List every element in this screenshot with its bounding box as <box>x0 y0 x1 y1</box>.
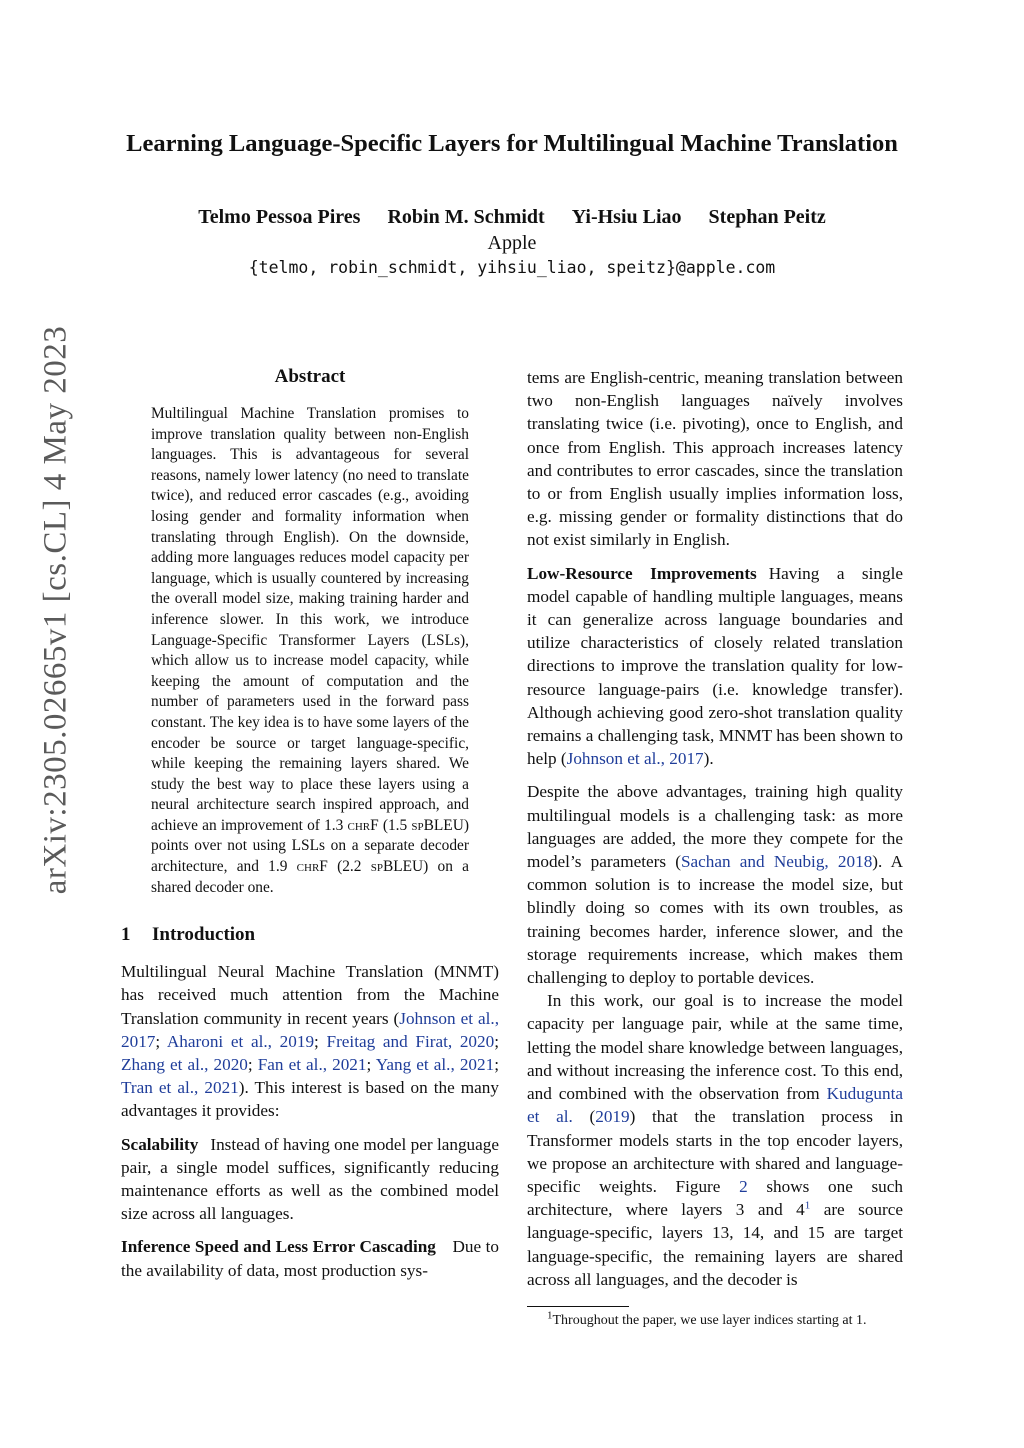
citation-year-link[interactable]: 2019 <box>595 1107 630 1127</box>
citation-link[interactable]: Freitag and Firat, 2020 <box>326 1031 495 1051</box>
citation-link[interactable]: Johnson et al., 2017 <box>121 1008 499 1051</box>
paragraph-text: Due to the availability of data, most production sys- <box>121 1237 499 1280</box>
footnote-divider <box>527 1306 629 1307</box>
abstract-text: points over not using LSLs on a separate decoder architecture, and 1.9 <box>151 837 469 876</box>
arxiv-sidebar <box>37 180 74 1040</box>
abstract-text: (2.2 <box>337 858 362 876</box>
runin-heading: Scalability <box>121 1134 199 1154</box>
paragraph-text: shows one such architecture, where layers 3 and 4 <box>527 1176 903 1220</box>
paragraph-text: that the translation process in Transformer models starts in the top encoder layers, we propose an architecture with shared and language-specific weights. Figure <box>527 1107 903 1196</box>
inference-paragraph-continued: tems are English-centric, meaning translation between two non-English languages naïvely involves translating twice (i.e. pivoting), once to English, and once from English. This approach increases latency and contributes to error cascades, since the translation to or from English usually implies information loss, e.g. missing gender or formality distinctions that do not exist similarly in English. <box>527 368 903 550</box>
author-emails: {telmo, robin_schmidt, yihsiu_liao, speitz}@apple.com <box>248 258 776 277</box>
abstract-text: Multilingual Machine Translation promises to improve translation quality between non-English languages. This is advantageous for several reasons, namely lower latency (no need to translate twice), and reduced error cascades (e.g., avoiding losing gender and formality information when translating through English). On the downside, adding more languages reduces model capacity per language, which is usually countered by increasing the overall model size, making training harder and inference slower. In this work, we introduce Language-Specific Transformer Layers (LSLs), which allow us to increase model capacity, while keeping the amount of computation and the number of parameters used in the forward pass constant. The key idea is to have some layers of the encoder be source or target language-specific, while keeping the remaining layers shared. We study the best way to place these layers using a neural architecture search inspired approach, and achieve an improvement of 1.3 <box>151 405 469 834</box>
citation-link[interactable]: Aharoni et al., 2019 <box>166 1031 315 1051</box>
paragraph-text: In this work, our goal is to increase the model capacity per language pair, while at the same time, letting the model share knowledge between languages, and without increasing the inference cost. To this end, and combined with the observation from <box>527 991 903 1104</box>
author-list <box>0 206 1024 229</box>
paragraph-text: Despite the above advantages, training high quality multilingual models is a challenging task: as more languages are added, the more they compete for the model’s parameters ( <box>527 782 903 872</box>
citation-link[interactable]: Kudugunta et al. <box>527 1084 904 1127</box>
inference-paragraph <box>121 1235 499 1281</box>
author-name: Robin M. Schmidt <box>387 206 545 228</box>
paragraph-text: Instead of having one model per language pair, a single model suffices, significantly reducing maintenance efforts as well as the combined model size across all languages. <box>121 1134 499 1224</box>
low-resource-paragraph <box>527 562 903 771</box>
paragraph-text: ). A common solution is to increase the model size, but blindly doing so comes with its own troubles, as training becomes harder, inference slower, and the storage requirements increase, which makes them challenging to deploy to portable devices. <box>527 852 903 988</box>
intro-paragraph: Multilingual Neural Machine Translation (MNMT) has received much attention from the Machine Translation community in recent years (Johnson et al., 2017; Aharoni et al., 2019; Freitag and Firat, 2020; Zhang et al., 2020; Fan et al., 2021; Yang et al., 2021; Tran et al., 2021). This interest is based on the many advantages it provides: <box>121 962 499 1121</box>
challenges-paragraph <box>527 780 903 989</box>
footnote-number: 1 <box>547 1309 553 1322</box>
footnote-text: Throughout the paper, we use layer indices starting at 1. <box>552 1313 867 1328</box>
author-name: Telmo Pessoa Pires <box>198 206 361 228</box>
paragraph-text: ). <box>703 749 714 769</box>
abstract-heading: Abstract <box>274 366 346 387</box>
abstract-text: ) on a shared decoder one. <box>151 858 469 896</box>
citation-link[interactable]: Zhang et al., 2020 <box>121 1055 248 1075</box>
arxiv-identifier: arXiv:2305.02665v1 [cs.CL] 4 May 2023 <box>37 325 74 895</box>
paragraph-text: Multilingual Neural Machine Translation (MNMT) has received much attention from the Machine Translation community in recent years ( <box>121 962 499 1028</box>
abstract-body: Multilingual Machine Translation promises to improve translation quality between non-English languages. This is advantageous for several reasons, namely lower latency (no need to translate twice), and reduced error cascades (e.g., avoiding losing gender and formality information when translating through English). On the downside, adding more languages reduces model capacity per language, which is usually countered by increasing the overall model size, making training harder and inference slower. In this work, we introduce Language-Specific Transformer Layers (LSLs), which allow us to increase model capacity, while keeping the amount of computation and the number of parameters used in the forward pass constant. The key idea is to have some layers of the encoder be source or target language-specific, while keeping the remaining layers shared. We study the best way to place these layers using a neural architecture search inspired approach, and achieve an improvement of 1.3 chrF (1.5 spBLEU) points over not using LSLs on a separate decoder architecture, and 1.9 chrF (2.2 spBLEU) on a shared decoder one. <box>151 405 469 896</box>
paper-title: Learning Language-Specific Layers for Multilingual Machine Translation <box>126 130 898 157</box>
affiliation: Apple <box>487 232 537 254</box>
abstract-text: (1.5 <box>382 816 408 834</box>
runin-heading: Low-Resource Improvements <box>527 563 757 583</box>
chrf-metric: chrF <box>296 858 328 876</box>
chrf-metric: chrF <box>347 816 379 834</box>
section-title: Introduction <box>152 924 256 946</box>
paragraph-text: are source language-specific, layers 13, 14, and 15 are target language-specific, the remaining layers are shared across all languages, and the decoder is <box>527 1200 904 1289</box>
runin-heading: Inference Speed and Less Error Cascading <box>121 1237 436 1257</box>
left-column <box>121 366 499 1282</box>
citation-link[interactable]: Yang et al., 2021 <box>375 1055 495 1075</box>
footnote-marker-link[interactable]: 1 <box>804 1199 811 1212</box>
scalability-paragraph <box>121 1133 499 1226</box>
paragraph-text: Having a single model capable of handling multiple languages, means it can generalize across language boundaries and utilize characteristics of closely related translation directions to improve the translation quality for low-resource language-pairs (i.e. knowledge transfer). Although achieving good zero-shot translation quality remains a challenging task, MNMT has been shown to help ( <box>527 563 903 769</box>
spbleu-metric: spBLEU <box>370 858 424 876</box>
author-name: Yi-Hsiu Liao <box>571 206 682 228</box>
citation-link[interactable]: Johnson et al., 2017 <box>566 749 704 769</box>
section-heading <box>121 924 499 946</box>
paragraph-text: ). This interest is based on the many advantages it provides: <box>121 1078 499 1121</box>
figure-reference-link[interactable]: 2 <box>739 1176 748 1196</box>
citation-link[interactable]: Tran et al., 2021 <box>121 1078 239 1098</box>
citation-link[interactable]: Sachan and Neubig, 2018 <box>680 852 873 872</box>
section-number: 1 <box>121 924 131 946</box>
citation-link[interactable]: Fan et al., 2021 <box>257 1055 367 1075</box>
contribution-paragraph: In this work, our goal is to increase the model capacity per language pair, while at the same time, letting the model share knowledge between languages, and without increasing the inference cost. To this end, and combined with the observation from Kudugunta et al. (2019) that the translation process in Transformer models starts in the top encoder layers, we propose an architecture with shared and language-specific weights. Figure 2 shows one such architecture, where layers 3 and $4^1$ are source language-specific, layers 13, 14, and 15 are target language-specific, the remaining layers are shared across all languages, and the decoder is <box>527 991 904 1289</box>
footnote <box>527 1309 903 1330</box>
right-column <box>527 366 903 1291</box>
author-name: Stephan Peitz <box>708 206 826 228</box>
spbleu-metric: spBLEU <box>411 816 464 834</box>
